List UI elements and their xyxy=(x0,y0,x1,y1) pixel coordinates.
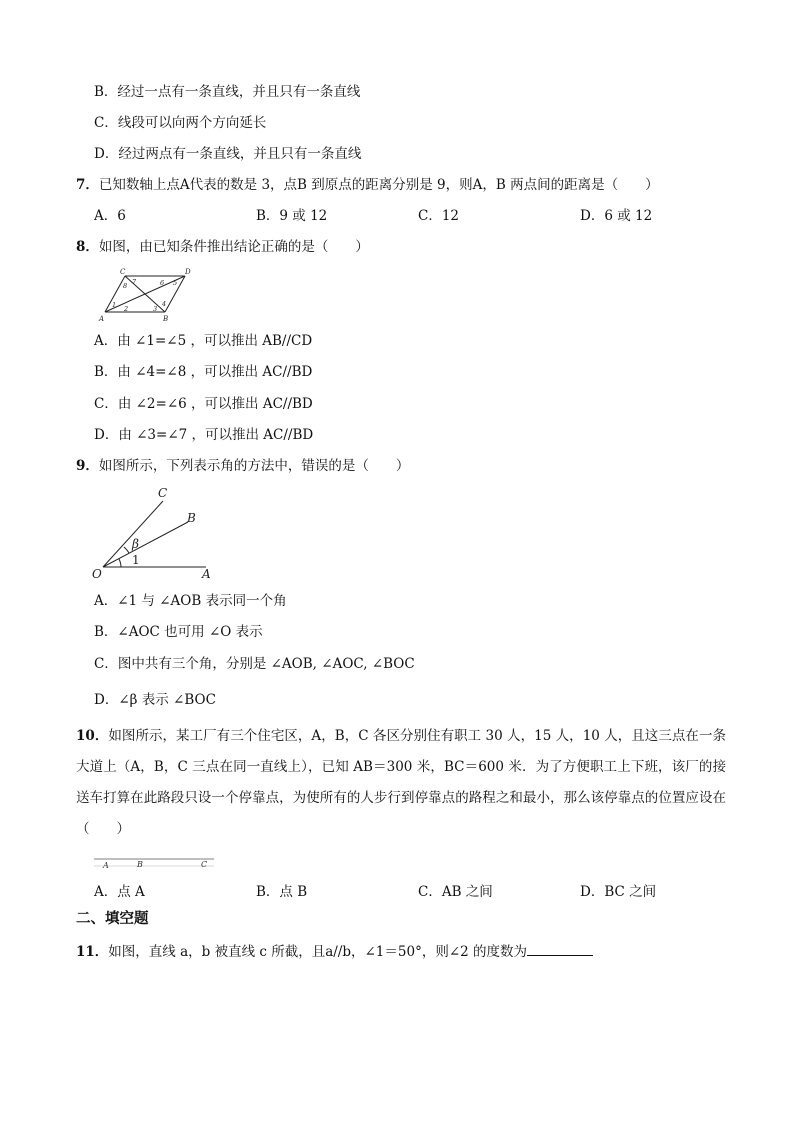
q8-angle-6: 6 xyxy=(160,279,165,287)
q9-label-b: B xyxy=(187,511,196,525)
q11-text: 如图，直线 a，b 被直线 c 所截，且a//b，∠1＝50°，则∠2 的度数为 xyxy=(108,944,528,960)
q9-number: 9． xyxy=(76,458,99,474)
q10-road-figure xyxy=(92,852,218,872)
q9-label-1: 1 xyxy=(132,553,140,567)
q9-stem xyxy=(76,456,409,476)
q9-option-a: A．∠1 与 ∠AOB 表示同一个角 xyxy=(94,593,287,609)
q9-arc-angle-beta xyxy=(124,547,129,553)
q7-option-d: D．6 或 12 xyxy=(580,208,653,224)
q9-option-c: C．图中共有三个角，分别是 ∠AOB, ∠AOC, ∠BOC xyxy=(94,656,415,672)
q8-angle-2: 2 xyxy=(124,305,129,313)
q8-parallelogram-figure xyxy=(96,266,196,324)
q8-angle-3: 3 xyxy=(153,305,158,313)
q8-label-c: C xyxy=(120,268,126,276)
q9-ray-ob xyxy=(103,522,188,567)
q7-option-a: A．6 xyxy=(94,208,126,224)
q9-label-o: O xyxy=(92,567,102,581)
q9-angle-figure xyxy=(86,482,226,586)
q8-diagonal-cb xyxy=(125,276,165,312)
q10-option-d: D．BC 之间 xyxy=(580,884,657,900)
q8-option-a: A．由 ∠1=∠5 ，可以推出 AB//CD xyxy=(94,333,313,349)
q9-label-a: A xyxy=(202,567,211,581)
q10-option-a: A．点 A xyxy=(94,884,145,900)
q10-label-a: A xyxy=(103,861,109,870)
q9-label-c: C xyxy=(158,486,168,500)
q10-number: 10． xyxy=(76,728,109,744)
q6-option-b: B．经过一点有一条直线，并且只有一条直线 xyxy=(94,84,361,100)
q8-option-b: B．由 ∠4=∠8 ，可以推出 AC//BD xyxy=(94,364,313,380)
q8-label-b: B xyxy=(163,315,169,323)
q8-angle-4: 4 xyxy=(162,300,167,308)
q6-option-c: C．线段可以向两个方向延长 xyxy=(94,115,267,131)
section-fill-in-heading: 二、填空题 xyxy=(76,911,149,927)
q10-label-c: C xyxy=(201,860,208,869)
q10-option-b: B．点 B xyxy=(256,884,308,900)
q11-number: 11． xyxy=(76,944,109,960)
q7-number: 7． xyxy=(76,177,99,193)
q9-arc-angle-1 xyxy=(119,559,121,567)
q8-label-d: D xyxy=(185,268,191,276)
q8-text: 如图，由已知条件推出结论正确的是（ ） xyxy=(98,239,369,255)
q8-number: 8． xyxy=(76,239,99,255)
q8-angle-7: 7 xyxy=(132,278,137,286)
q8-angle-5: 5 xyxy=(173,279,178,287)
q10-label-b: B xyxy=(137,860,143,869)
q7-stem xyxy=(76,175,659,195)
q8-stem xyxy=(76,237,369,257)
q9-label-beta: β xyxy=(132,537,139,551)
q8-option-d: D．由 ∠3=∠7 ，可以推出 AC//BD xyxy=(94,427,314,443)
q10-text: 如图所示，某工厂有三个住宅区，A，B，C 各区分别住有职工 30 人，15 人，10 人，且这三点在一条大道上（A，B，C 三点在同一直线上），已知 AB＝300 米，BC＝600 米．为了方便职工上下班，该厂的接送车打算在此路段只设一个停靠点，为使所有的人步行到停靠点的路程之和最小，那么该停靠点的位置应设在（ ） xyxy=(76,728,726,837)
q10-option-c: C．AB 之间 xyxy=(418,884,493,900)
q8-option-c: C．由 ∠2=∠6 ，可以推出 AC//BD xyxy=(94,396,313,412)
q9-text: 如图所示，下列表示角的方法中，错误的是（ ） xyxy=(98,458,410,474)
q8-angle-8: 8 xyxy=(123,282,128,290)
q6-option-d: D．经过两点有一条直线，并且只有一条直线 xyxy=(94,146,362,162)
q11-answer-blank[interactable] xyxy=(527,941,593,956)
q9-option-b: B．∠AOC 也可用 ∠O 表示 xyxy=(94,624,263,640)
q7-option-c: C．12 xyxy=(418,208,460,224)
q8-label-a: A xyxy=(99,315,105,323)
q7-option-b: B．9 或 12 xyxy=(256,208,328,224)
q7-text: 已知数轴上点A代表的数是 3，点B 到原点的距离分别是 9，则A，B 两点间的距离是（ ） xyxy=(98,177,659,193)
q11-stem xyxy=(76,941,593,962)
q9-option-d: D．∠β 表示 ∠BOC xyxy=(94,692,216,708)
q8-angle-1: 1 xyxy=(112,301,117,309)
q10-stem xyxy=(76,721,726,845)
